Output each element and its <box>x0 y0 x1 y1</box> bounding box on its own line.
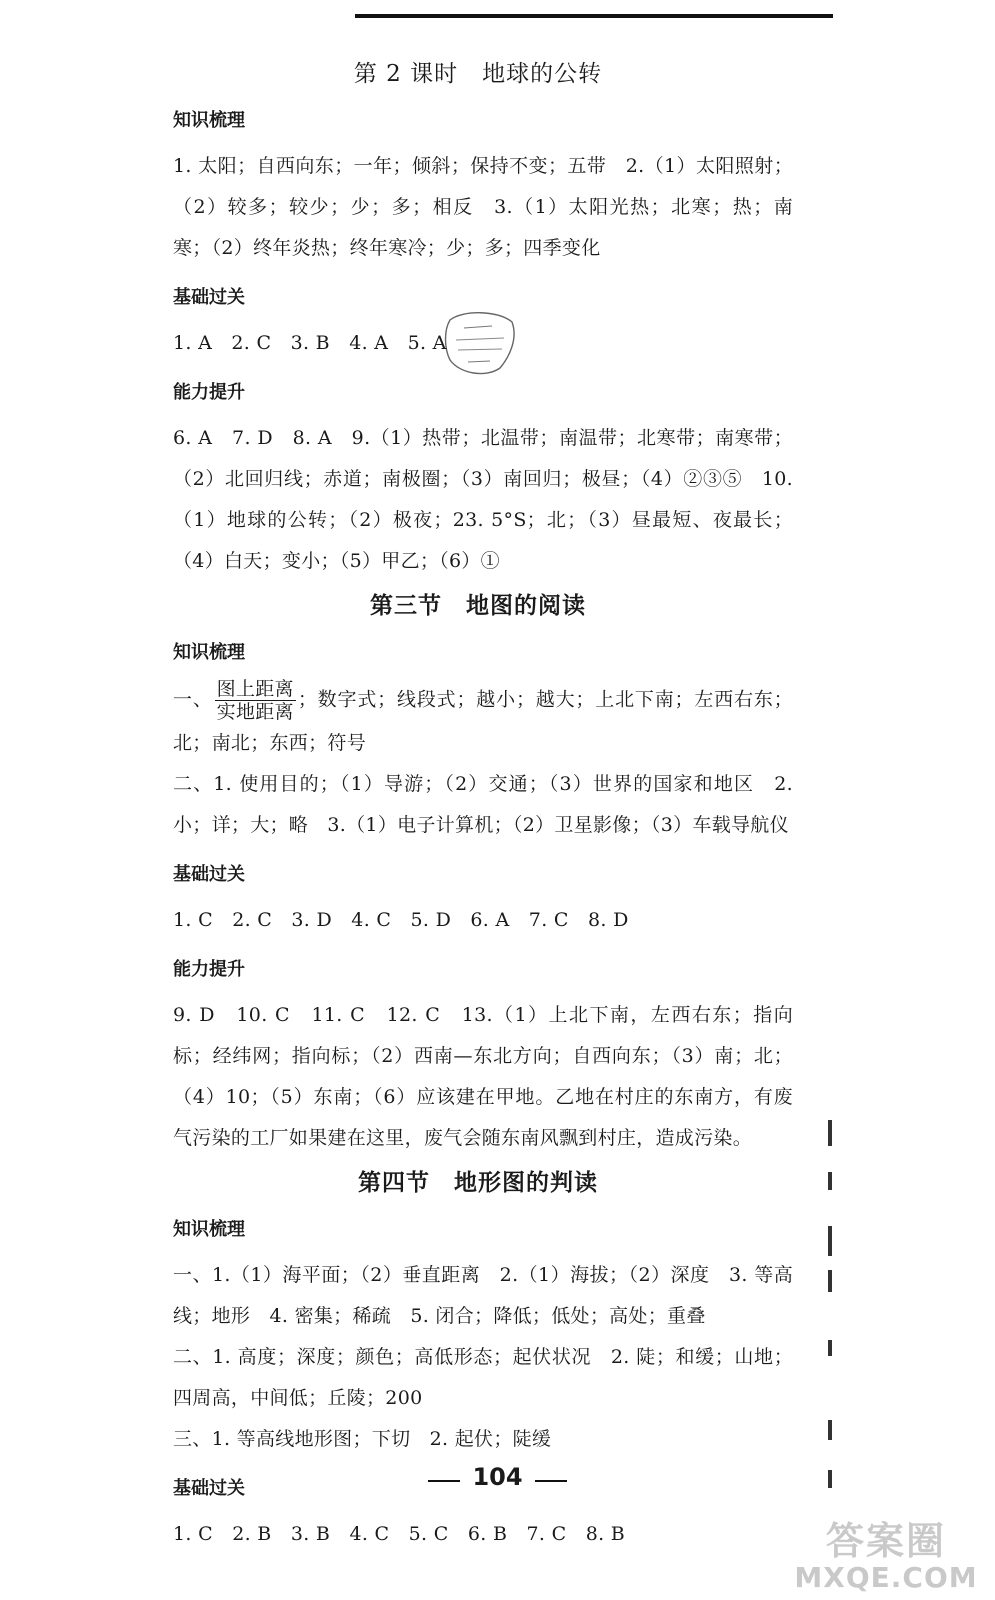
knowledge-answers-part1 <box>173 678 793 764</box>
basic-answers: 1. C 2. B 3. B 4. C 5. C 6. B 7. C 8. B <box>173 1523 626 1545</box>
subheading-ability: 能力提升 <box>173 382 245 403</box>
site-watermark <box>791 1510 981 1594</box>
basic-answers: 1. C 2. C 3. D 4. C 5. D 6. A 7. C 8. D <box>173 909 629 931</box>
knowledge-answers-part2: 二、1. 高度；深度；颜色；高低形态；起伏状况 2. 陡；和缓；山地；四周高，中间低；丘陵；200 <box>173 1346 793 1409</box>
fraction-denominator: 实地距离 <box>216 701 294 723</box>
subheading-knowledge: 知识梳理 <box>173 642 245 663</box>
subheading-basic: 基础过关 <box>173 1478 245 1499</box>
top-rule <box>355 14 833 18</box>
section-title: 第三节 地图的阅读 <box>370 592 586 619</box>
subheading-basic: 基础过关 <box>173 864 245 885</box>
subheading-knowledge: 知识梳理 <box>173 110 245 131</box>
subheading-ability: 能力提升 <box>173 959 245 980</box>
knowledge-answers-text: ；数字式；线段式；越小；越大；上北下南；左西右东；北；南北；东西；符号 <box>173 688 793 754</box>
knowledge-answers-part2: 二、1. 使用目的；（1）导游；（2）交通；（3）世界的国家和地区 2. 小；详；大；略 3.（1）电子计算机；（2）卫星影像；（3）车载导航仪 <box>173 773 793 836</box>
scale-fraction <box>215 678 296 723</box>
answer-page <box>163 56 793 1555</box>
section-title: 第 2 课时 地球的公转 <box>353 61 603 87</box>
section-title: 第四节 地形图的判读 <box>358 1169 598 1196</box>
knowledge-answers-part3: 三、1. 等高线地形图；下切 2. 起伏；陡缓 <box>173 1428 552 1450</box>
page-edge-marks <box>828 1120 836 1500</box>
footer-dash-left <box>428 1480 460 1482</box>
fraction-numerator: 图上距离 <box>216 678 294 700</box>
ability-answers: 6. A 7. D 8. A 9.（1）热带；北温带；南温带；北寒带；南寒带；（2）北回归线；赤道；南极圈；（3）南回归；极昼；（4）②③⑤ 10.（1）地球的公转；（2）极夜；23. 5°S；北；（3）昼最短、夜最长；（4）白天；变小；（5）甲乙；（6）① <box>173 427 793 572</box>
knowledge-answers: 1. 太阳；自西向东；一年；倾斜；保持不变；五带 2.（1）太阳照射；（2）较多；较少；少；多；相反 3.（1）太阳光热；北寒；热；南寒；（2）终年炎热；终年寒冷；少；多；四季变化 <box>173 155 793 259</box>
watermark-chinese: 答案圈 <box>825 1519 946 1563</box>
subheading-knowledge: 知识梳理 <box>173 1219 245 1240</box>
list-prefix: 一、 <box>173 688 213 711</box>
footer-dash-right <box>535 1480 567 1482</box>
section-map-reading <box>163 588 793 1159</box>
page-number: 104 <box>472 1463 523 1491</box>
section-topographic-map <box>163 1165 793 1555</box>
ability-answers: 9. D 10. C 11. C 12. C 13.（1）上北下南，左西右东；指向标；经纬网；指向标；（2）西南—东北方向；自西向东；（3）南；北；（4）10；（5）东南；（6）应该建在甲地。乙地在村庄的东南方，有废气污染的工厂如果建在这里，废气会随东南风飘到村庄，造成污染。 <box>173 1004 793 1149</box>
knowledge-answers-part1: 一、1.（1）海平面；（2）垂直距离 2.（1）海拔；（2）深度 3. 等高线；地形 4. 密集；稀疏 5. 闭合；降低；低处；高处；重叠 <box>173 1264 793 1327</box>
page-footer <box>0 1463 995 1491</box>
watermark-domain: MXQE.COM <box>794 1561 978 1594</box>
basic-answers: 1. A 2. C 3. B 4. A 5. A <box>173 332 447 354</box>
section-lesson-2 <box>163 56 793 582</box>
subheading-basic: 基础过关 <box>173 287 245 308</box>
